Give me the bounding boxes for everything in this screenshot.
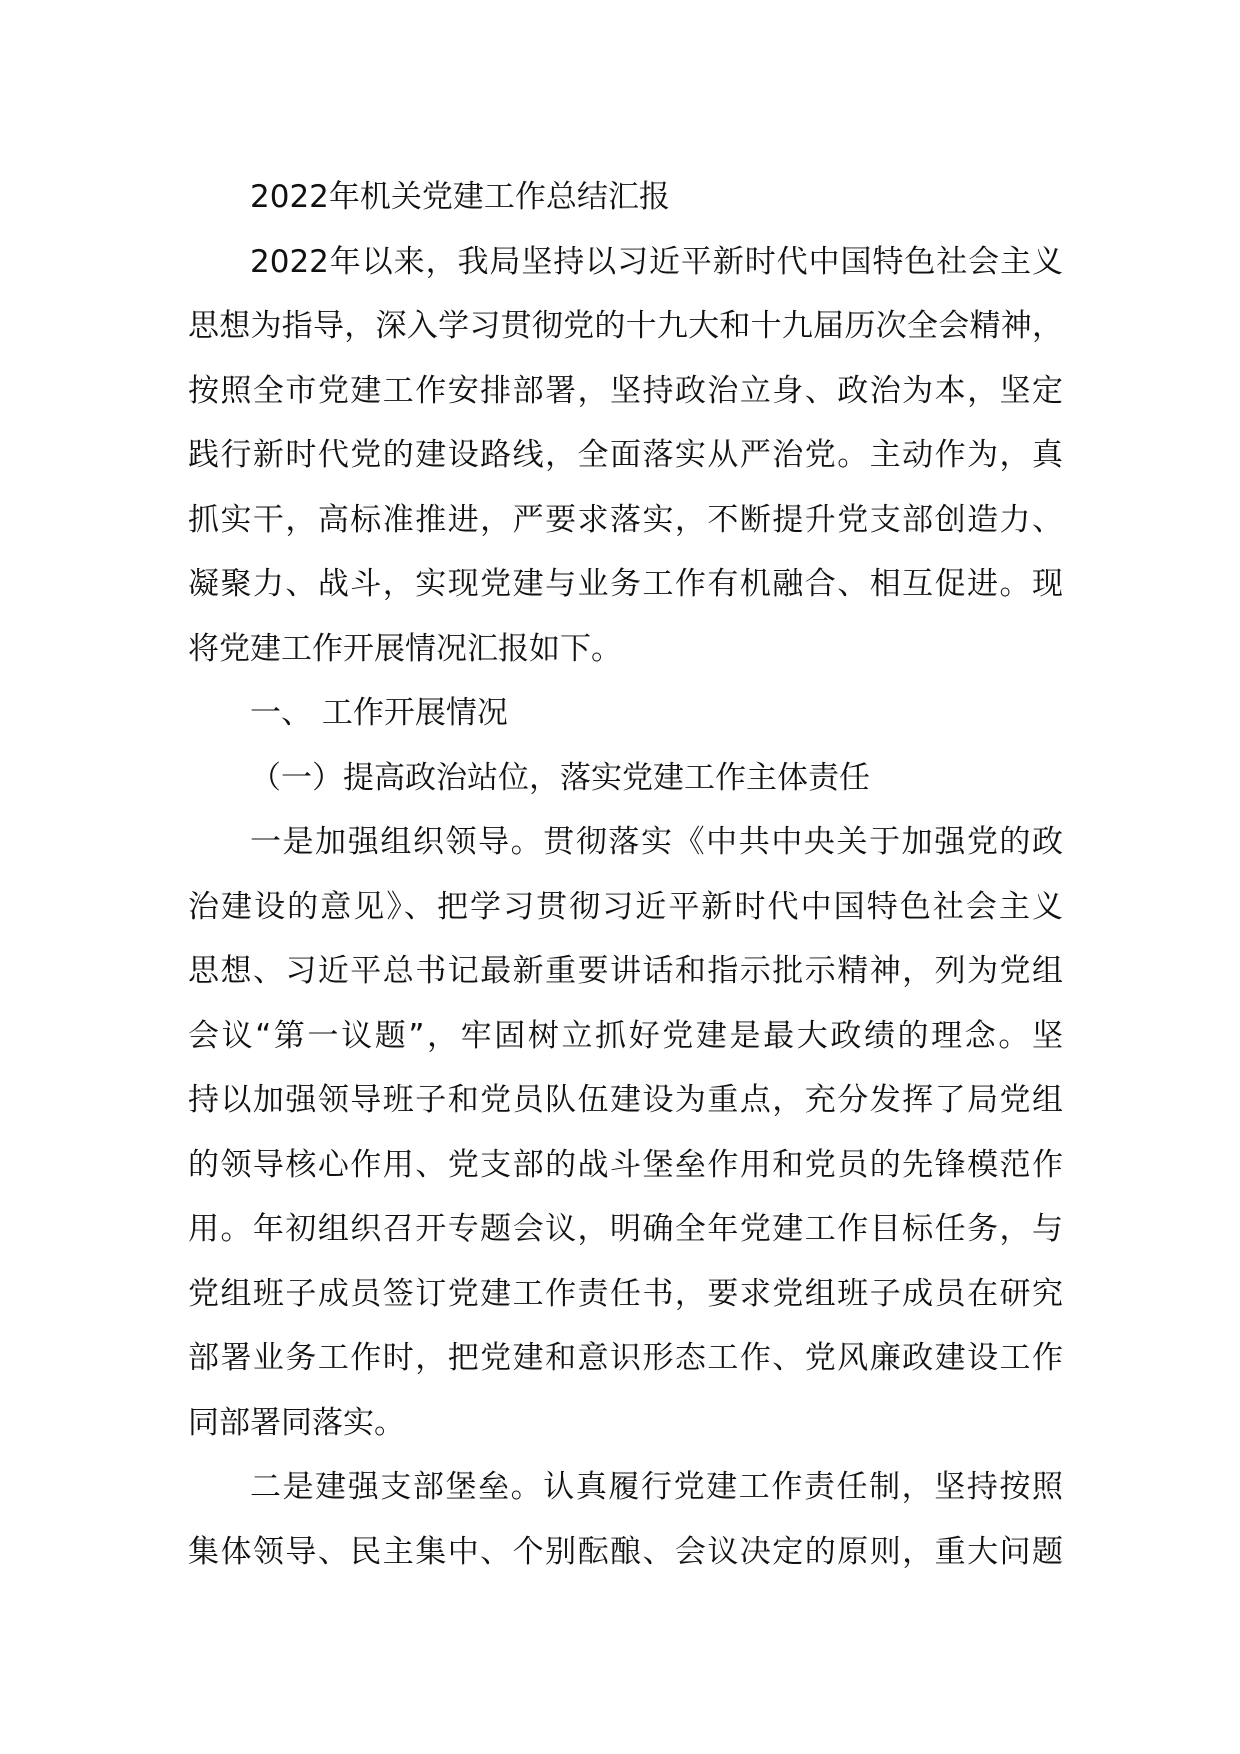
paragraph-line: 治建设的意见》、把学习贯彻习近平新时代中国特色社会主义 xyxy=(188,888,1063,925)
paragraph-intro xyxy=(188,230,1063,682)
paragraph-line: 思想为指导，深入学习贯彻党的十九大和十九届历次全会精神， xyxy=(188,308,1063,344)
paragraph-branch-building xyxy=(188,1455,1063,1584)
paragraph-line: 一是加强组织领导。贯彻落实《中共中央关于加强党的政 xyxy=(250,824,1063,860)
paragraph-line: 践行新时代党的建设路线，全面落实从严治党。主动作为，真 xyxy=(188,437,1063,473)
paragraph-line: 抓实干，高标准推进，严要求落实，不断提升党支部创造力、 xyxy=(188,501,1063,538)
paragraph-line: 同部署同落实。 xyxy=(188,1404,405,1441)
paragraph-line: 持以加强领导班子和党员队伍建设为重点，充分发挥了局党组 xyxy=(188,1082,1063,1118)
paragraph-line: 的领导核心作用、党支部的战斗堡垒作用和党员的先锋模范作 xyxy=(188,1146,1063,1183)
paragraph-line: 凝聚力、战斗，实现党建与业务工作有机融合、相互促进。现 xyxy=(188,566,1063,602)
paragraph-organization-leadership xyxy=(188,810,1063,1455)
paragraph-line: 2022年以来，我局坚持以习近平新时代中国特色社会主义 xyxy=(250,243,1063,280)
sub-heading: （一）提高政治站位，落实党建工作主体责任 xyxy=(250,759,870,796)
paragraph-line: 思想、习近平总书记最新重要讲话和指示批示精神，列为党组 xyxy=(188,953,1063,989)
document-title: 2022年机关党建工作总结汇报 xyxy=(250,179,670,215)
paragraph-line: 用。年初组织召开专题会议，明确全年党建工作目标任务，与 xyxy=(188,1211,1063,1247)
paragraph-line: 将党建工作开展情况汇报如下。 xyxy=(188,630,622,667)
paragraph-line: 党组班子成员签订党建工作责任书，要求党组班子成员在研究 xyxy=(188,1275,1063,1312)
paragraph-line: 集体领导、民主集中、个别酝酿、会议决定的原则，重大问题 xyxy=(188,1533,1063,1570)
paragraph-line: 部署业务工作时，把党建和意识形态工作、党风廉政建设工作 xyxy=(188,1340,1063,1376)
section-heading: 一、 工作开展情况 xyxy=(250,695,508,731)
paragraph-line: 按照全市党建工作安排部署，坚持政治立身、政治为本，坚定 xyxy=(188,372,1063,409)
paragraph-line: 会议“第一议题”，牢固树立抓好党建是最大政绩的理念。坚 xyxy=(188,1017,1063,1054)
document-body xyxy=(188,165,1063,1584)
paragraph-line: 二是建强支部堡垒。认真履行党建工作责任制，坚持按照 xyxy=(250,1469,1063,1505)
